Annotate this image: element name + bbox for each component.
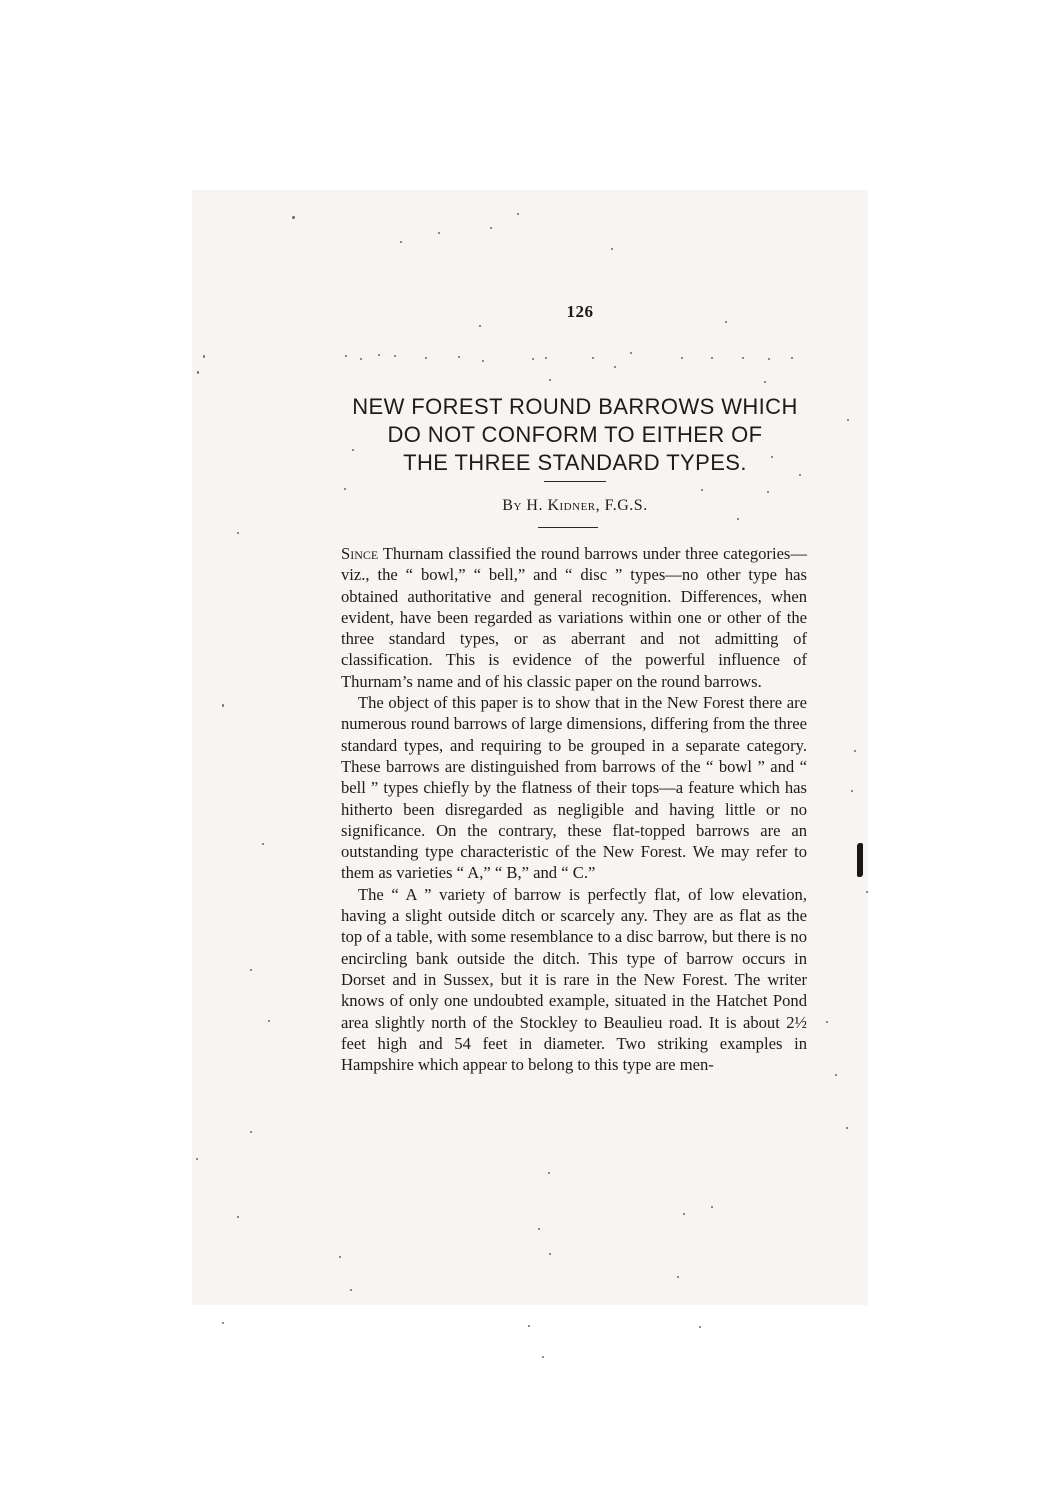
scan-speck xyxy=(400,241,402,243)
scan-speck xyxy=(339,1256,341,1258)
scan-speck xyxy=(725,321,727,323)
scan-speck xyxy=(222,704,224,707)
scan-speck xyxy=(196,1158,198,1160)
scan-speck xyxy=(630,352,632,354)
byline-by: By xyxy=(502,497,522,514)
scan-speck xyxy=(866,891,868,893)
byline xyxy=(420,497,730,515)
scan-speck xyxy=(851,790,853,792)
scan-speck xyxy=(611,248,613,250)
scan-speck xyxy=(482,360,484,362)
scan-speck xyxy=(742,357,744,359)
scan-speck xyxy=(549,379,551,381)
scan-speck xyxy=(701,489,703,491)
scan-speck xyxy=(222,1322,224,1324)
scan-speck xyxy=(268,1020,270,1022)
scan-speck xyxy=(768,358,770,360)
byline-author: H. Kidner, F.G.S. xyxy=(526,497,648,514)
scan-speck xyxy=(549,1253,551,1255)
scan-speck xyxy=(592,357,594,359)
scan-speck xyxy=(345,355,347,357)
margin-ink-mark xyxy=(857,843,863,877)
title-line: THE THREE STANDARD TYPES. xyxy=(403,450,747,475)
paragraph-lead-word: Since xyxy=(341,544,379,563)
paragraph-text: Thurnam classified the round barrows under three categories—viz., the “ bowl,” “ bell,” and “ disc ” types—no other type has obtained authoritative and general recognition. Differences, when evident, have been regarded as variations within one or other of the three standard types, or as aberrant and not admitting of classification. This is evidence of the powerful influence of Thurnam’s name and of his classic paper on the round barrows. xyxy=(341,544,807,691)
scan-speck xyxy=(517,213,519,215)
scan-speck xyxy=(846,1127,848,1129)
scan-speck xyxy=(614,366,616,368)
scan-speck xyxy=(791,357,793,359)
scan-speck xyxy=(490,227,492,229)
scan-speck xyxy=(250,969,252,971)
scan-speck xyxy=(292,216,295,219)
scan-speck xyxy=(394,355,396,357)
scan-speck xyxy=(548,1172,550,1174)
scan-speck xyxy=(854,750,856,752)
paragraph xyxy=(341,884,807,1076)
scan-speck xyxy=(237,1216,239,1218)
scan-speck xyxy=(711,357,713,359)
scan-speck xyxy=(681,357,683,359)
title-line: DO NOT CONFORM TO EITHER OF xyxy=(387,422,763,447)
paragraph-text: The “ A ” variety of barrow is perfectly flat, of low elevation, having a slight outside ditch or scarcely any. They are as flat as the top of a table, with some resemblance to a disc barrow, but there is no encircling bank outside the ditch. This type of barrow occurs in Dorset and in Sussex, but it is rare in the New Forest. The writer knows of only one undoubted example, situated in the Hatchet Pond area slightly north of the Stockley to Beaulieu road. It is about 2½ feet high and 54 feet in diameter. Two striking examples in Hampshire which appear to belong to this type are men- xyxy=(341,884,807,1075)
title-separator-rule xyxy=(544,481,606,482)
scan-speck xyxy=(532,358,534,360)
scan-speck xyxy=(737,518,739,520)
scan-speck xyxy=(250,1131,252,1133)
scan-speck xyxy=(237,532,239,534)
scan-speck xyxy=(764,381,766,383)
scan-speck xyxy=(711,1206,713,1208)
scan-speck xyxy=(197,371,199,374)
scan-speck xyxy=(538,1228,540,1230)
scan-speck xyxy=(350,1289,352,1291)
paragraph xyxy=(341,543,807,692)
scan-speck xyxy=(479,325,481,327)
scan-speck xyxy=(425,357,427,359)
page-number: 126 xyxy=(566,302,594,321)
scan-speck xyxy=(528,1325,530,1327)
article-title xyxy=(320,393,830,477)
scan-speck xyxy=(699,1326,701,1328)
scan-speck xyxy=(847,419,849,421)
scan-speck xyxy=(835,1074,837,1076)
paragraph-text: The object of this paper is to show that in the New Forest there are numerous round barrows of large dimensions, differing from the three standard types, and requiring to be grouped in a separate category. These barrows are distinguished from barrows of the “ bowl ” and “ bell ” types chiefly by the flatness of their tops—a feature which has hitherto been disregarded as negligible and having little or no significance. On the contrary, these flat-topped barrows are an outstanding type characteristic of the New Forest. We may refer to them as varieties “ A,” “ B,” and “ C.” xyxy=(341,693,807,883)
scan-speck xyxy=(203,355,205,358)
scan-speck xyxy=(767,491,769,493)
scan-speck xyxy=(360,358,362,360)
scan-speck xyxy=(438,232,440,234)
scan-speck xyxy=(542,1356,544,1358)
scan-speck xyxy=(262,843,264,845)
title-line: NEW FOREST ROUND BARROWS WHICH xyxy=(352,394,798,419)
byline-separator-rule xyxy=(538,527,598,528)
paragraph xyxy=(341,692,807,884)
scan-speck xyxy=(378,354,380,356)
scan-speck xyxy=(826,1021,828,1023)
article-body xyxy=(341,543,807,1075)
scan-speck xyxy=(344,488,346,490)
scan-speck xyxy=(683,1213,685,1215)
scan-speck xyxy=(545,357,547,359)
scan-speck xyxy=(458,356,460,358)
scan-speck xyxy=(677,1276,679,1278)
